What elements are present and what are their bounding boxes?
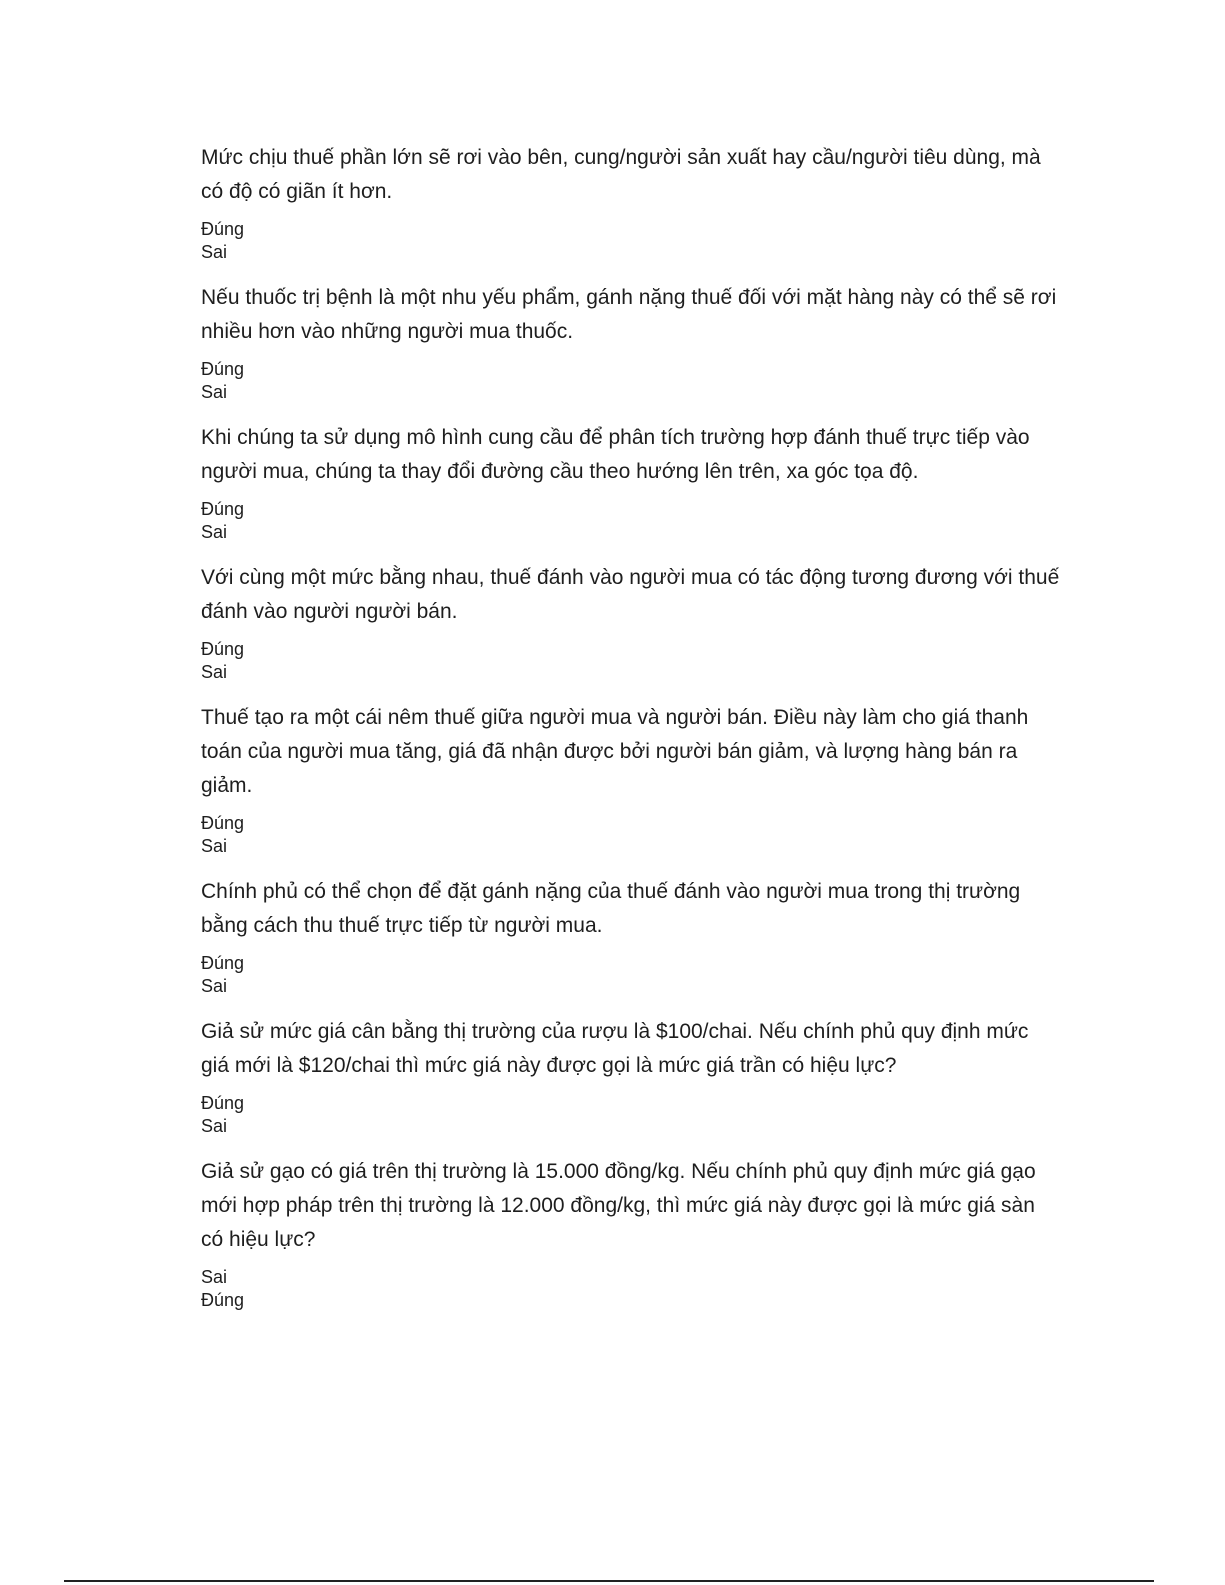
answer-option[interactable]: Đúng <box>201 219 245 239</box>
question-item <box>201 141 1061 264</box>
question-text: Giả sử gạo có giá trên thị trường là 15.000 đồng/kg. Nếu chính phủ quy định mức giá gạo mới hợp pháp trên thị trường là 12.000 đồng/kg, thì mức giá này được gọi là mức giá sàn có hiệu lực? <box>201 1160 1036 1251</box>
question-text: Nếu thuốc trị bệnh là một nhu yếu phẩm, gánh nặng thuế đối với mặt hàng này có thể sẽ rơi nhiều hơn vào những người mua thuốc. <box>201 286 1057 343</box>
answer-option[interactable]: Đúng <box>201 813 245 833</box>
answer-option[interactable]: Sai <box>201 836 228 856</box>
question-item <box>201 281 1061 404</box>
answer-option[interactable]: Sai <box>201 1116 228 1136</box>
answer-option[interactable]: Sai <box>201 976 228 996</box>
answer-option[interactable]: Đúng <box>201 1290 245 1310</box>
answer-option[interactable]: Đúng <box>201 1093 245 1113</box>
answer-option[interactable]: Sai <box>201 522 228 542</box>
question-text: Khi chúng ta sử dụng mô hình cung cầu để phân tích trường hợp đánh thuế trực tiếp vào người mua, chúng ta thay đổi đường cầu theo hướng lên trên, xa góc tọa độ. <box>201 426 1030 483</box>
answer-option[interactable]: Đúng <box>201 499 245 519</box>
question-text: Giả sử mức giá cân bằng thị trường của rượu là $100/chai. Nếu chính phủ quy định mức giá mới là $120/chai thì mức giá này được gọi là mức giá trần có hiệu lực? <box>201 1020 1029 1077</box>
answer-options <box>201 1266 1061 1312</box>
answer-option[interactable]: Sai <box>201 382 228 402</box>
answer-option[interactable]: Đúng <box>201 953 245 973</box>
answer-option[interactable]: Sai <box>201 1267 228 1287</box>
question-item <box>201 561 1061 684</box>
answer-option[interactable]: Sai <box>201 662 228 682</box>
answer-options <box>201 498 1061 544</box>
question-text: Mức chịu thuế phần lớn sẽ rơi vào bên, cung/người sản xuất hay cầu/người tiêu dùng, mà có độ có giãn ít hơn. <box>201 146 1041 203</box>
page-bottom-rule <box>64 1580 1154 1582</box>
question-item <box>201 875 1061 998</box>
question-text: Thuế tạo ra một cái nêm thuế giữa người mua và người bán. Điều này làm cho giá thanh toán của người mua tăng, giá đã nhận được bởi người bán giảm, và lượng hàng bán ra giảm. <box>201 706 1029 797</box>
answer-option[interactable]: Sai <box>201 242 228 262</box>
answer-options <box>201 638 1061 684</box>
answer-options <box>201 218 1061 264</box>
question-item <box>201 701 1061 858</box>
question-item <box>201 421 1061 544</box>
answer-option[interactable]: Đúng <box>201 639 245 659</box>
answer-options <box>201 952 1061 998</box>
answer-option[interactable]: Đúng <box>201 359 245 379</box>
question-item <box>201 1015 1061 1138</box>
question-item <box>201 1155 1061 1312</box>
answer-options <box>201 358 1061 404</box>
answer-options <box>201 812 1061 858</box>
question-text: Chính phủ có thể chọn để đặt gánh nặng của thuế đánh vào người mua trong thị trường bằng cách thu thuế trực tiếp từ người mua. <box>201 880 1021 937</box>
question-text: Với cùng một mức bằng nhau, thuế đánh vào người mua có tác động tương đương với thuế đánh vào người người bán. <box>201 566 1060 623</box>
answer-options <box>201 1092 1061 1138</box>
question-list <box>201 141 1061 1329</box>
